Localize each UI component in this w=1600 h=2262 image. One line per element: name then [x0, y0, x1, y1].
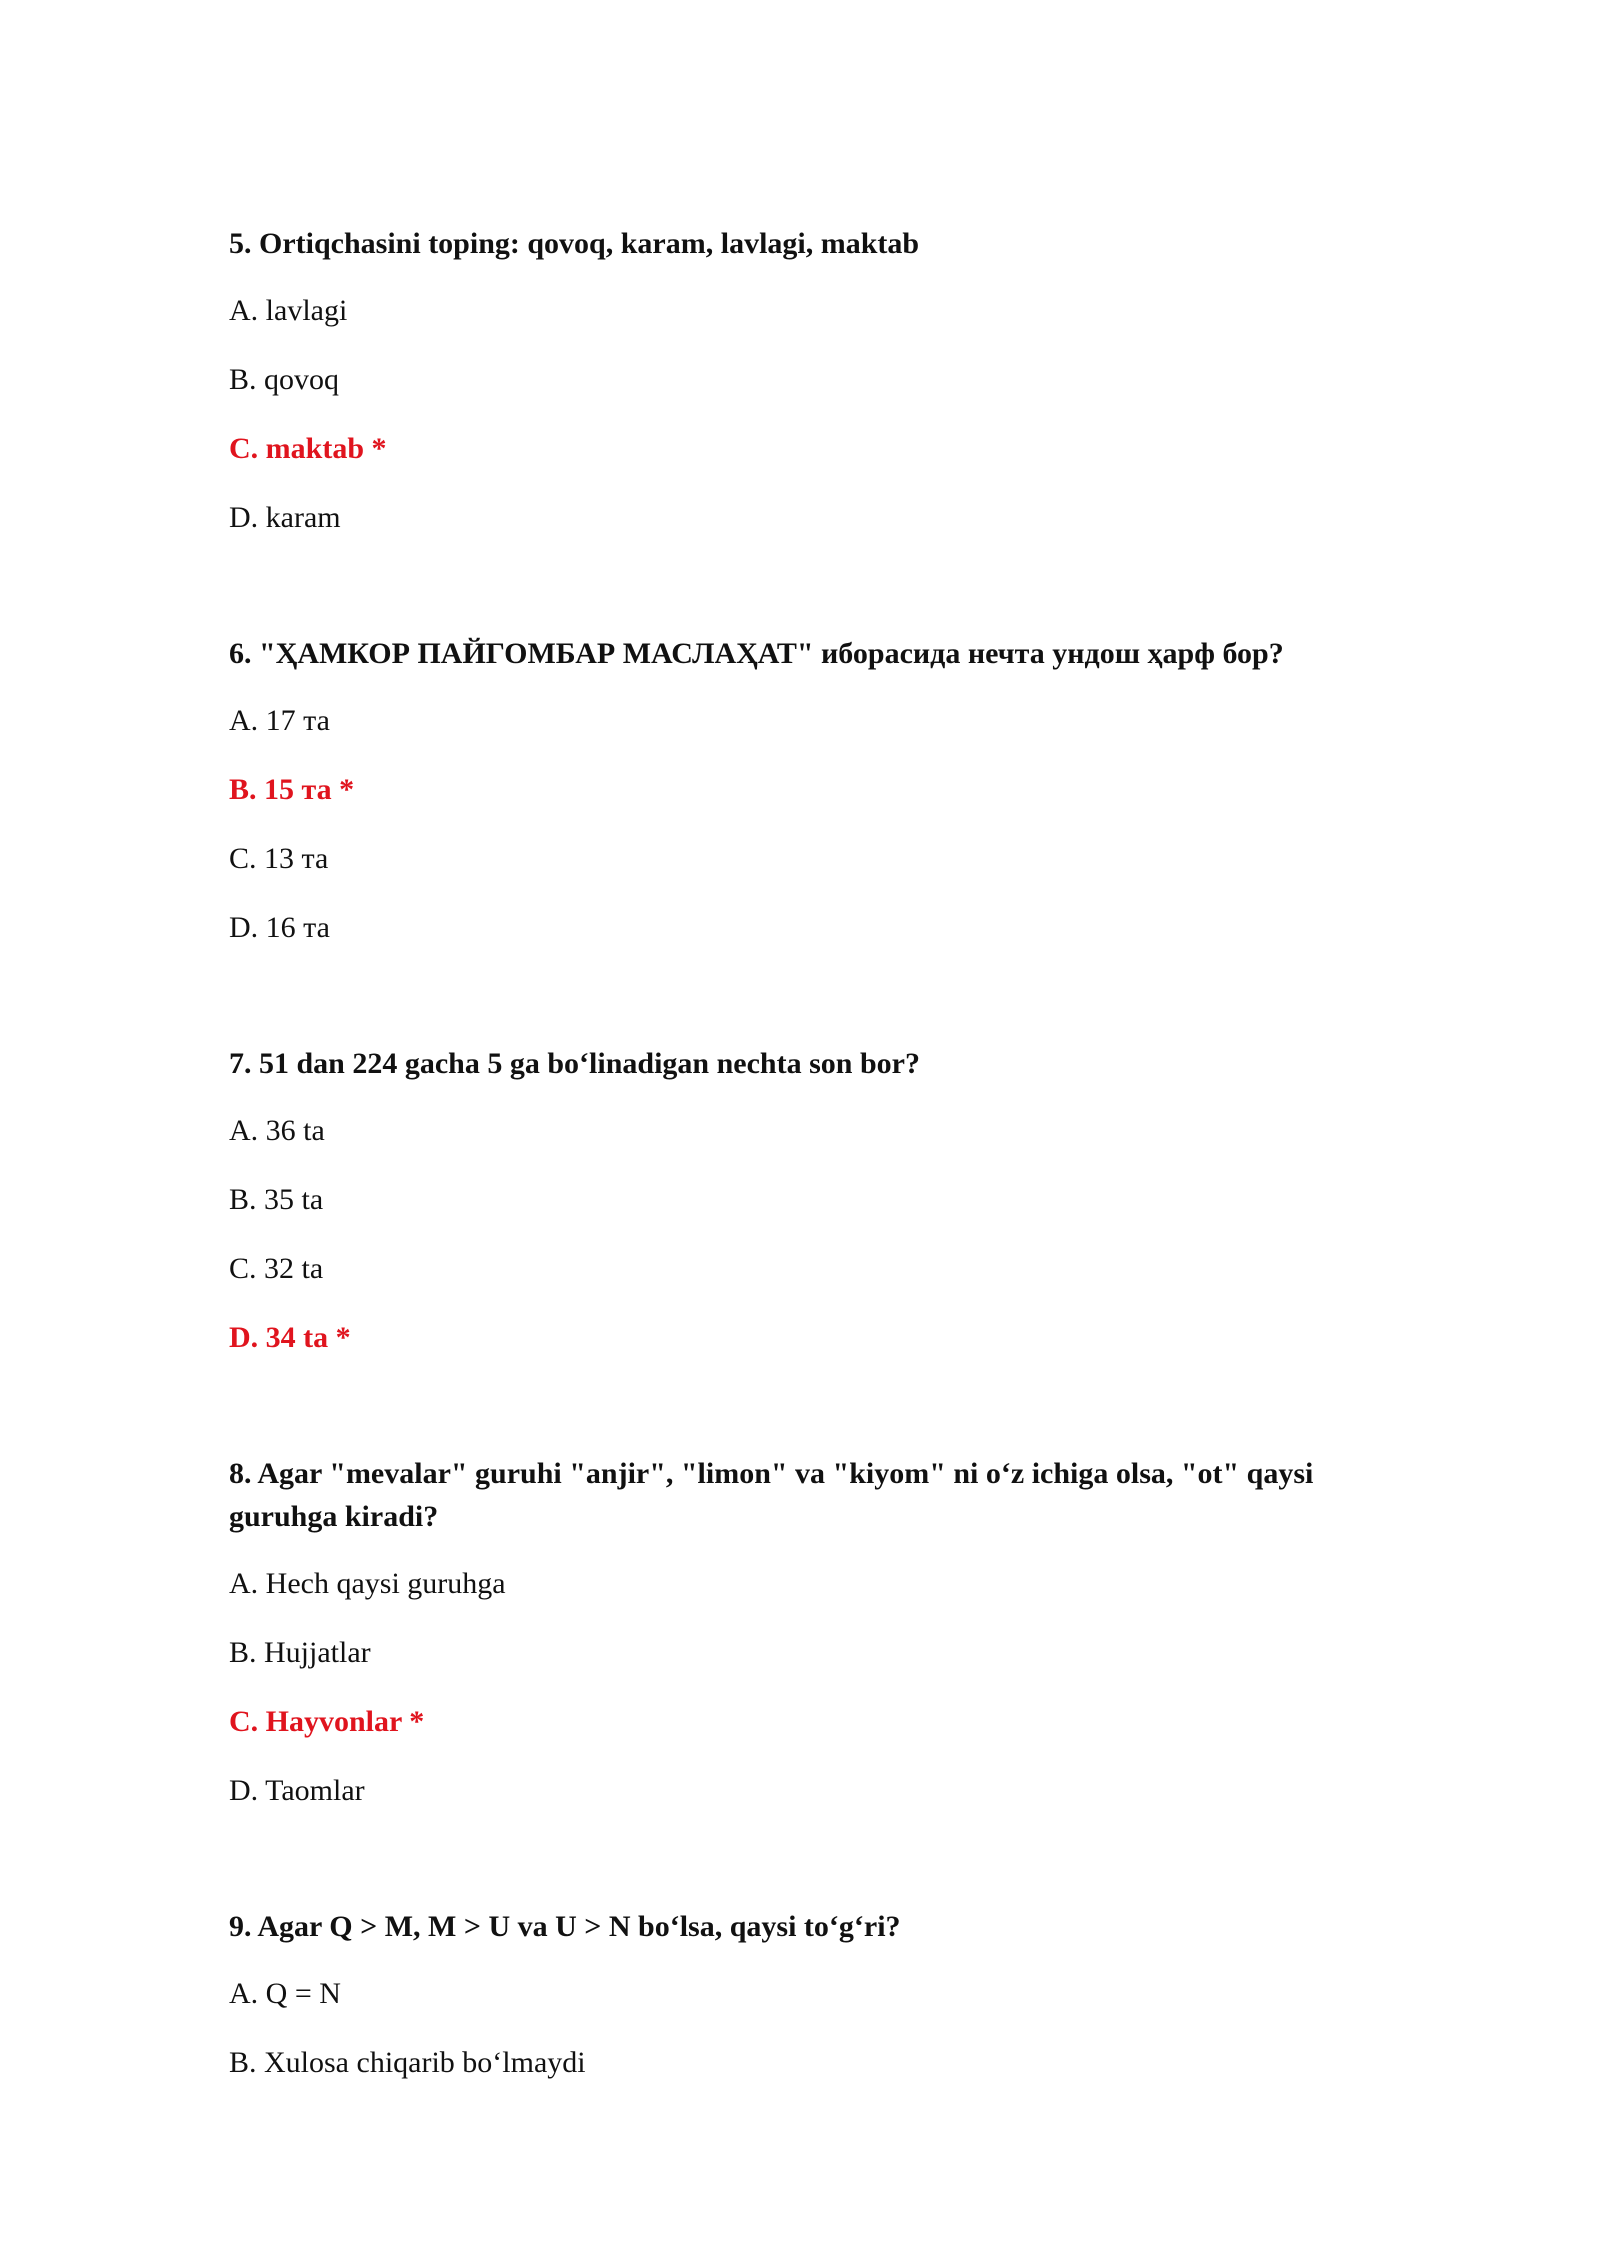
- option-a: A. 17 та: [229, 704, 330, 737]
- option-c-correct: C. maktab *: [229, 432, 387, 465]
- option-c: C. 32 ta: [229, 1252, 324, 1285]
- option-b-correct: B. 15 та *: [229, 773, 355, 806]
- option-d: D. 16 та: [229, 911, 330, 944]
- question-text: 9. Agar Q > M, M > U va U > N bo‘lsa, qaysi to‘g‘ri?: [229, 1910, 901, 1943]
- question-7: [229, 1042, 1409, 1359]
- document-page: [229, 222, 1409, 2177]
- option-d: D. Taomlar: [229, 1774, 365, 1807]
- option-a: A. lavlagi: [229, 294, 348, 327]
- option-a: A. Hech qaysi guruhga: [229, 1567, 506, 1600]
- option-b: B. 35 ta: [229, 1183, 324, 1216]
- question-text: 7. 51 dan 224 gacha 5 ga bo‘linadigan nechta son bor?: [229, 1047, 920, 1080]
- question-5: [229, 222, 1409, 539]
- option-c-correct: C. Hayvonlar *: [229, 1705, 425, 1738]
- option-b: B. qovoq: [229, 363, 340, 396]
- question-6: [229, 632, 1409, 949]
- option-d: D. karam: [229, 501, 341, 534]
- question-8: [229, 1452, 1409, 1812]
- option-a: A. Q = N: [229, 1977, 341, 2010]
- option-b: B. Hujjatlar: [229, 1636, 371, 1669]
- option-c: C. 13 та: [229, 842, 329, 875]
- question-text: 8. Agar "mevalar" guruhi "anjir", "limon" va "kiyom" ni o‘z ichiga olsa, "ot" qaysi guruhga kiradi?: [229, 1457, 1314, 1533]
- option-d-correct: D. 34 ta *: [229, 1321, 351, 1354]
- question-9: [229, 1905, 1409, 2084]
- question-text: 5. Ortiqchasini toping: qovoq, karam, lavlagi, maktab: [229, 227, 920, 260]
- option-b: B. Xulosa chiqarib bo‘lmaydi: [229, 2046, 586, 2079]
- question-text: 6. "ҲАМКОР ПАЙГОМБАР МАСЛАҲАТ" иборасида нечта ундош ҳарф бор?: [229, 637, 1284, 670]
- option-a: A. 36 ta: [229, 1114, 325, 1147]
